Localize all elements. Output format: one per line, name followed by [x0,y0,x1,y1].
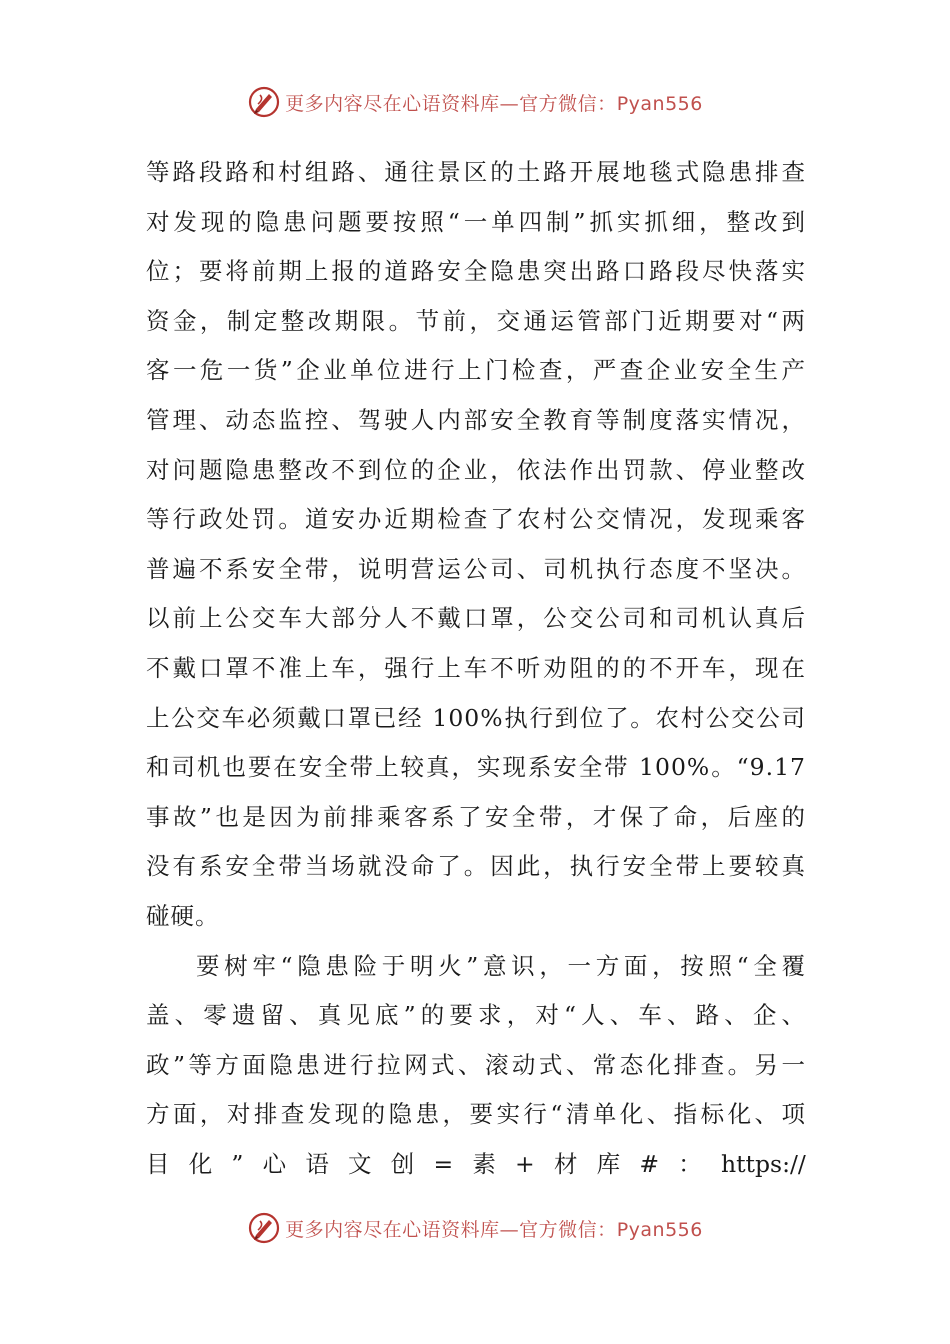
line-segment: 化 [188,1149,213,1178]
text-line: 盖、零遗留、真见底”的要求，对“人、车、路、企、 [146,1001,806,1030]
header-brand: 更多内容尽在心语资料库 [285,92,500,115]
spread-text-line [146,1140,806,1190]
text-line: 没有系安全带当场就没命了。因此，执行安全带上要较真 [146,852,806,881]
pen-logo-icon [247,1211,281,1245]
text-line: 方面，对排查发现的隐患，要实行“清单化、指标化、项 [146,1100,806,1129]
footer-watermark [0,1208,950,1248]
line-segment: = [433,1149,454,1178]
text-line: 和司机也要在安全带上较真，实现系安全带 100%。“9.17 [146,753,806,782]
header-banner-text [285,89,703,116]
line-segment: 素 [472,1149,496,1178]
footer-contact-id: Pyan556 [616,1218,703,1241]
header-watermark [0,82,950,122]
text-line: 管理、动态监控、驾驶人内部安全教育等制度落实情况， [146,405,806,434]
line-segment: 材 [553,1149,578,1178]
line-segment: 语 [305,1149,329,1178]
header-separator: — [499,92,520,115]
line-segment: + [515,1149,535,1178]
footer-contact-label: 官方微信： [519,1218,617,1241]
line-segment: ： [678,1149,702,1178]
text-line: 位；要将前期上报的道路安全隐患突出路口路段尽快落实 [146,257,806,286]
text-line: 资金，制定整改期限。节前，交通运管部门近期要对“两 [146,306,806,335]
text-line: 等路段路和村组路、通往景区的土路开展地毯式隐患排查 [146,158,806,186]
paragraph-start-line: 要树牢“隐患险于明火”意识，一方面，按照“全覆 [196,951,806,980]
text-line: 以前上公交车大部分人不戴口罩，公交公司和司机认真后 [146,604,806,633]
line-segment: 文 [348,1149,372,1178]
text-line: 不戴口罩不准上车，强行上车不听劝阻的的不开车，现在 [146,653,806,682]
text-line: 事故”也是因为前排乘客系了安全带，才保了命，后座的 [146,802,806,831]
line-segment: # [639,1149,660,1178]
text-line: 碰硬。 [146,901,220,930]
line-segment: 创 [390,1149,415,1178]
header-contact-id: Pyan556 [616,92,703,115]
line-segment: 库 [596,1149,621,1178]
line-segment-url[interactable]: https:// [720,1149,806,1178]
line-segment: ” [231,1149,244,1178]
text-line: 普遍不系安全带，说明营运公司、司机执行态度不坚决。 [146,554,806,583]
text-line: 上公交车必须戴口罩已经 100%执行到位了。农村公交公司 [146,703,806,732]
footer-brand: 更多内容尽在心语资料库 [285,1218,500,1241]
text-line: 等行政处罚。道安办近期检查了农村公交情况，发现乘客 [146,505,806,534]
footer-separator: — [499,1218,520,1241]
line-segment: 心 [262,1149,287,1178]
document-body [146,148,806,1189]
footer-banner-text [285,1215,703,1242]
line-segment: 目 [146,1149,170,1178]
text-line: 政”等方面隐患进行拉网式、滚动式、常态化排查。另一 [146,1050,806,1079]
pen-logo-icon [247,85,281,119]
text-line: 客一危一货”企业单位进行上门检查，严查企业安全生产 [146,356,806,385]
text-line: 对发现的隐患问题要按照“一单四制”抓实抓细，整改到 [146,207,806,236]
header-contact-label: 官方微信： [519,92,617,115]
text-line: 对问题隐患整改不到位的企业，依法作出罚款、停业整改 [146,455,806,484]
